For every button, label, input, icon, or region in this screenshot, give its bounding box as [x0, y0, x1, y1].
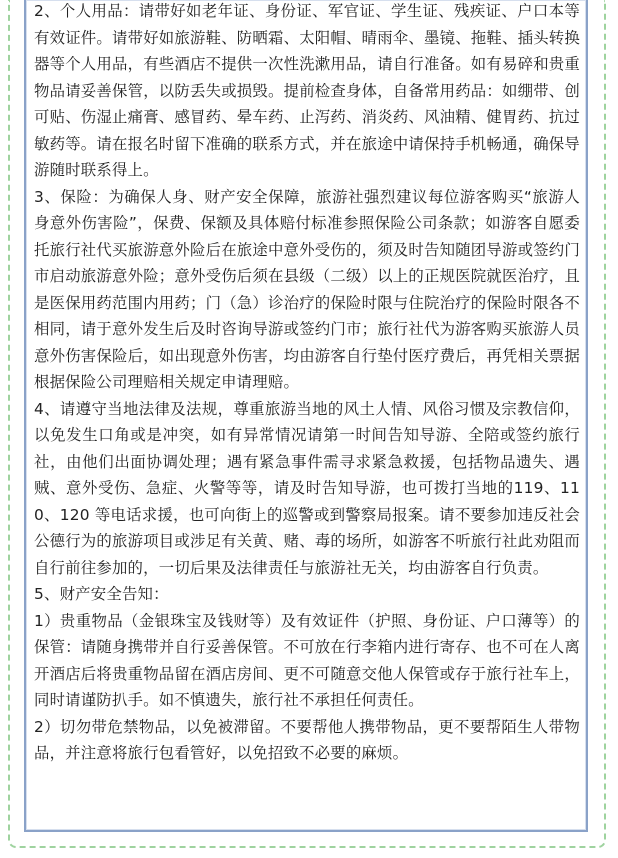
paragraph-personal-items: 2、个人用品：请带好如老年证、身份证、军官证、学生证、残疾证、户口本等有效证件。请带好如旅游鞋、防晒霜、太阳帽、晴雨伞、墨镜、拖鞋、插头转换器等个人用品，有些酒店不提供一次性洗漱用品，请自行准备。如有易碎和贵重物品请妥善保管，以防丢失或损毁。提前检查身体，自备常用药品：如绷带、创可贴、伤湿止痛膏、感冒药、晕车药、止泻药、消炎药、风油精、健胃药、抗过敏药等。请在报名时留下准确的联系方式，并在旅途中请保持手机畅通，确保导游随时联系得上。 — [34, 2, 580, 179]
paragraph-local-laws: 4、请遵守当地法律及法规，尊重旅游当地的风土人情、风俗习惯及宗教信仰，以免发生口角或是冲突，如有异常情况请第一时间告知导游、全陪或签约旅行社，由他们出面协调处理；遇有紧急事件需寻求紧急救援，包括物品遗失、遇贼、意外受伤、急症、火警等等，请及时告知导游，也可拨打当地的119、110、120 等电话求援，也可向街上的巡警或到警察局报案。请不要参加违反社会公德行为的旅游项目或涉足有关黄、赌、毒的场所，如游客不听旅行社此劝阻而自行前往参加的，一切后果及法律责任与旅游社无关，均由游客自行负责。 — [34, 399, 580, 577]
paragraph-property-safety-heading: 5、财产安全告知： — [34, 585, 169, 603]
paragraph-valuables-custody: 1）贵重物品（金银珠宝及钱财等）及有效证件（护照、身份证、户口薄等）的保管：请随身携带并自行妥善保管。不可放在行李箱内进行寄存、也不可在人离开酒店后将贵重物品留在酒店房间、更不可随意交他人保管或存于旅行社车上，同时请谨防扒手。如不慎遗失，旅行社不承担任何责任。 — [34, 611, 580, 709]
notice-text-box — [24, 0, 588, 832]
paragraph-insurance: 3、保险：为确保人身、财产安全保障，旅游社强烈建议每位游客购买“旅游人身意外伤害险”，保费、保额及具体赔付标准参照保险公司条款；如游客自愿委托旅行社代买旅游意外险后在旅途中意外受伤的，须及时告知随团导游或签约门市启动旅游意外险；意外受伤后须在县级（二级）以上的正规医院就医治疗，且是医保用药范围内用药；门（急）诊治疗的保险时限与住院治疗的保险时限各不相同，请于意外发生后及时咨询导游或签约门市；旅行社代为游客购买旅游人员意外伤害保险后，如出现意外伤害，均由游客自行垫付医疗费后，再凭相关票据根据保险公司理赔相关规定申请理赔。 — [34, 187, 580, 391]
paragraph-prohibited-items: 2）切勿带危禁物品，以免被滞留。不要帮他人携带物品，更不要帮陌生人带物品，并注意将旅行包看管好，以免招致不必要的麻烦。 — [34, 717, 580, 762]
